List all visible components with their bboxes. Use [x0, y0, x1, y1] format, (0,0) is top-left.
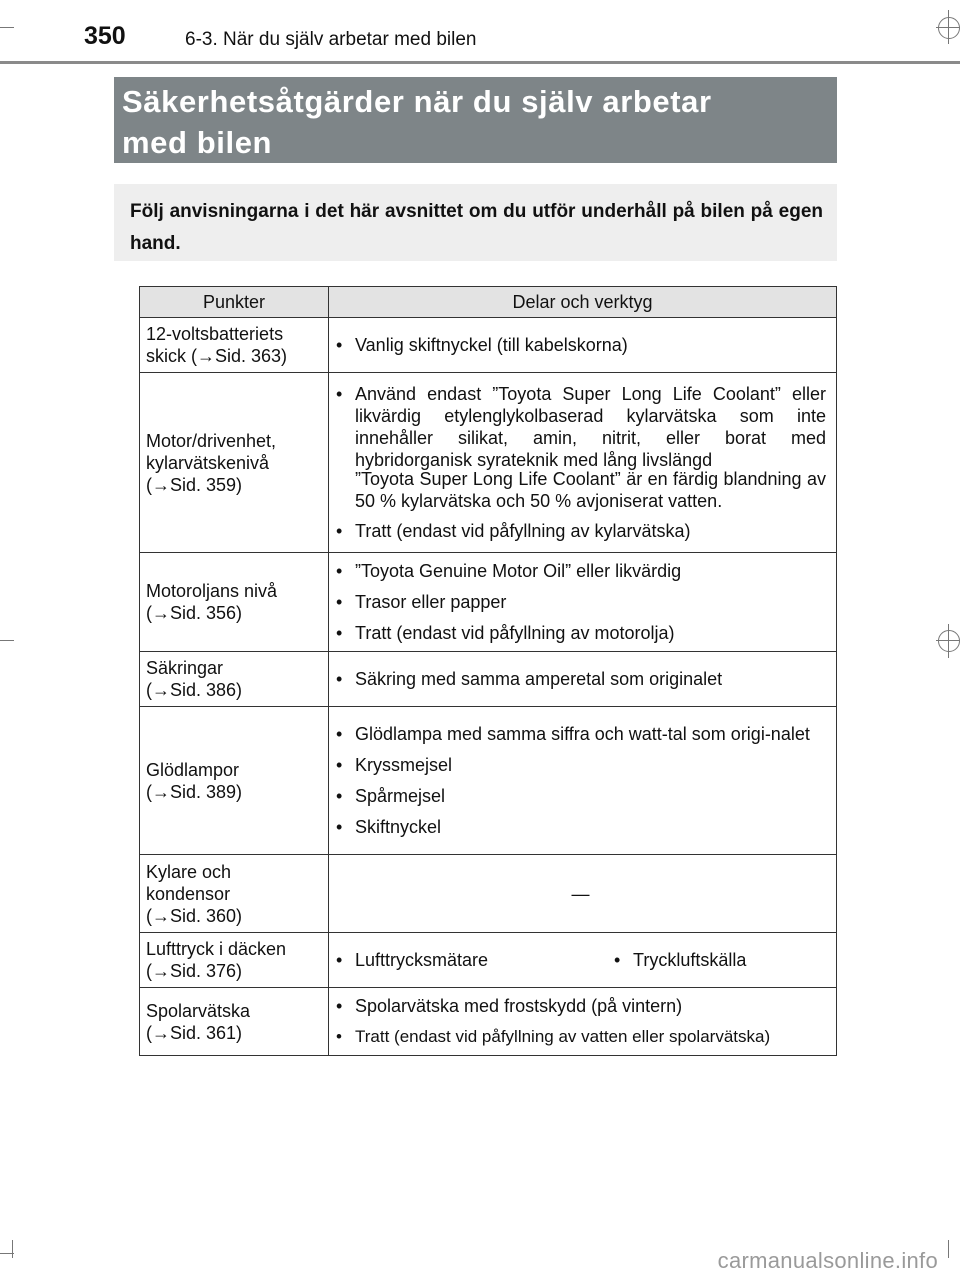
column-header-parts: Delar och verktyg: [329, 287, 837, 318]
list-item: • Lufttrycksmätare: [335, 949, 613, 971]
list-item: • Trasor eller papper: [335, 591, 826, 613]
point-line: kondensor: [146, 883, 231, 904]
row-items: [329, 933, 837, 988]
watermark: carmanualsonline.info: [717, 1248, 938, 1273]
table-row: [140, 652, 837, 707]
two-column-items: [335, 949, 826, 971]
intro-text: Följ anvisningarna i det här avsnittet om du utför underhåll på bilen på egen hand.: [114, 184, 837, 261]
registration-tick-bottom-right: [948, 1240, 949, 1258]
header-rule: [0, 61, 960, 64]
page-title-line-2: med bilen: [122, 125, 273, 160]
table-header-row: [140, 287, 837, 318]
list-item: • Tratt (endast vid påfyllning av motorolja): [335, 622, 826, 644]
registration-circle-mid-right: [938, 630, 960, 652]
table-row: [140, 318, 837, 373]
list-item: • Använd endast ”Toyota Super Long Life Coolant” eller likvärdig etylenglykolbaserad kylarvätska som inte innehåller silikat, amin, nitrit, eller borat med hybridorganisk syrateknik med lång livslängd: [335, 383, 826, 471]
point-line: (→Sid. 361): [146, 1022, 243, 1043]
point-line: Spolarvätska: [146, 1000, 251, 1021]
row-items: [329, 988, 837, 1056]
table-row: [140, 707, 837, 855]
list-item: • Skiftnyckel: [335, 816, 826, 838]
point-line: Motor/drivenhet,: [146, 430, 277, 451]
list-item: • ”Toyota Genuine Motor Oil” eller likvärdig: [335, 560, 826, 582]
point-line: Kylare och: [146, 861, 232, 882]
point-line: (→Sid. 386): [146, 680, 243, 700]
point-line: (→Sid. 360): [146, 905, 243, 926]
row-point: [140, 652, 329, 707]
list-item: • Kryssmejsel: [335, 754, 826, 776]
row-items: [329, 553, 837, 652]
point-line: kylarvätskenivå: [146, 452, 270, 473]
list-item: • Tryckluftskälla: [613, 949, 746, 971]
list-item: • Tratt (endast vid påfyllning av vatten eller spolarvätska): [335, 1026, 826, 1048]
point-line: 12-voltsbatteriets: [146, 324, 284, 344]
parts-table: [139, 286, 837, 1056]
table-row: [140, 855, 837, 933]
point-line: (→Sid. 389): [146, 781, 243, 802]
row-point: [140, 318, 329, 373]
table-row: [140, 373, 837, 553]
list-item: • Säkring med samma amperetal som originalet: [335, 668, 826, 690]
row-point: [140, 553, 329, 652]
section-heading: 6-3. När du själv arbetar med bilen: [185, 29, 477, 50]
table-row: [140, 988, 837, 1056]
row-items-empty: —: [329, 855, 837, 933]
list-item: • Glödlampa med samma siffra och watt-tal som origi-nalet: [335, 723, 826, 745]
point-line: Säkringar: [146, 658, 224, 678]
row-items: [329, 707, 837, 855]
point-line: Lufttryck i däcken: [146, 939, 287, 959]
registration-tick-left-mid: [0, 640, 14, 641]
column-header-points: Punkter: [140, 287, 329, 318]
row-point: [140, 988, 329, 1056]
registration-tick-left-top: [0, 27, 14, 28]
coolant-note: ”Toyota Super Long Life Coolant” är en färdig blandning av 50 % kylarvätska och 50 % avjoniserat vatten.: [355, 469, 826, 511]
row-point: [140, 707, 329, 855]
page-title: [114, 77, 837, 163]
list-item: • Vanlig skiftnyckel (till kabelskorna): [335, 334, 826, 356]
point-line: Glödlampor: [146, 759, 240, 780]
row-point: [140, 855, 329, 933]
page-number: 350: [84, 22, 126, 50]
list-item: • Spolarvätska med frostskydd (på vintern): [335, 995, 826, 1017]
point-line: (→Sid. 376): [146, 961, 243, 981]
page-title-line-1: Säkerhetsåtgärder när du själv arbetar: [122, 84, 712, 119]
list-item: • Tratt (endast vid påfyllning av kylarvätska): [335, 520, 826, 542]
point-line: (→Sid. 359): [146, 474, 243, 495]
row-point: [140, 933, 329, 988]
point-line: Motoroljans nivå: [146, 581, 278, 601]
table-row: [140, 553, 837, 652]
point-line: skick (→Sid. 363): [146, 346, 288, 366]
table-row: [140, 933, 837, 988]
row-items: [329, 373, 837, 553]
row-items: [329, 652, 837, 707]
list-item: • Spårmejsel: [335, 785, 826, 807]
registration-tick-bottom-left: [12, 1240, 13, 1258]
registration-circle-top-right: [938, 17, 960, 39]
point-line: (→Sid. 356): [146, 603, 243, 623]
row-items: [329, 318, 837, 373]
row-point: [140, 373, 329, 553]
